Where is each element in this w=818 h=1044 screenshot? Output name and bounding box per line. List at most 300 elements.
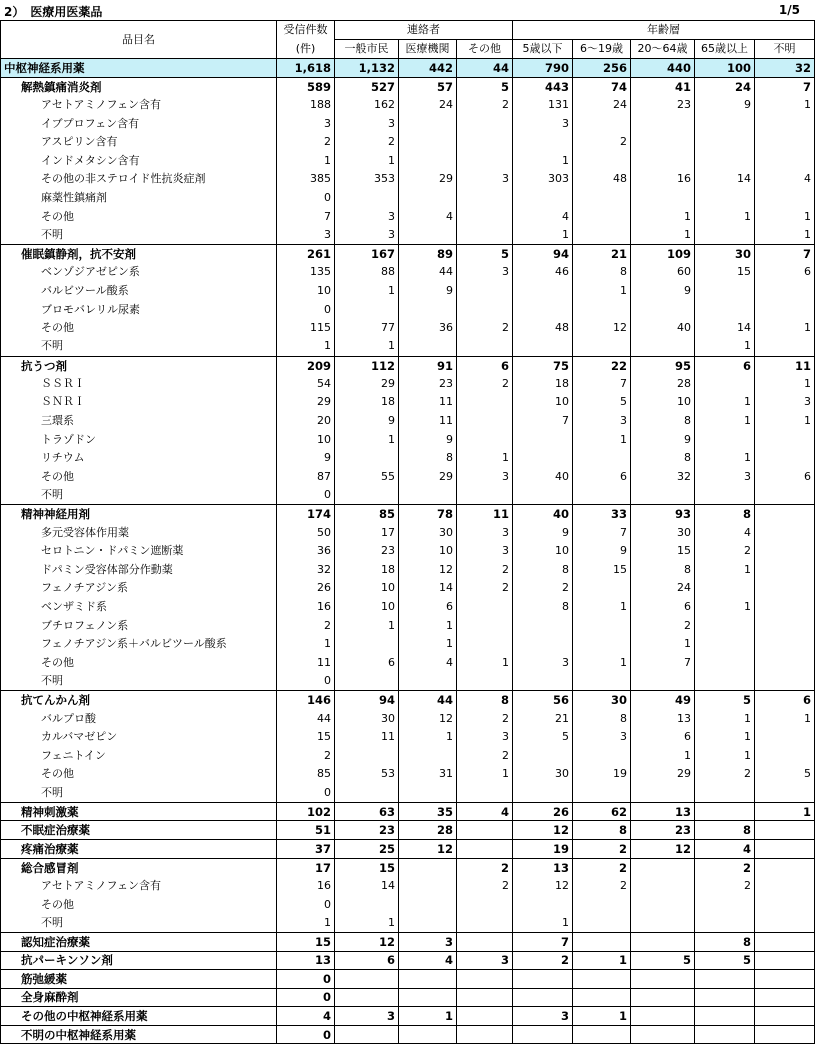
table-row bbox=[1, 263, 815, 282]
row-value-cell bbox=[457, 300, 513, 319]
row-value-cell: 5 bbox=[457, 77, 513, 96]
row-value-cell: 13 bbox=[631, 802, 695, 821]
row-value-cell: 21 bbox=[573, 244, 631, 263]
row-value-cell: 1 bbox=[755, 319, 815, 338]
row-value-cell: 9 bbox=[399, 430, 457, 449]
row-value-cell: 7 bbox=[631, 654, 695, 673]
row-value-cell: 12 bbox=[335, 932, 399, 951]
row-value-cell: 9 bbox=[335, 412, 399, 431]
row-value-cell: 353 bbox=[335, 170, 399, 189]
row-value-cell: 10 bbox=[631, 393, 695, 412]
row-value-cell: 1 bbox=[695, 598, 755, 617]
header-age-group: 年齢層 bbox=[513, 21, 815, 40]
row-item-name: 不明 bbox=[1, 672, 277, 691]
row-value-cell bbox=[755, 300, 815, 319]
table-row bbox=[1, 802, 815, 821]
row-value-cell bbox=[457, 393, 513, 412]
header-age-col: 6～19歳 bbox=[573, 40, 631, 59]
row-value-cell: 12 bbox=[631, 839, 695, 858]
row-value-cell bbox=[399, 300, 457, 319]
table-row bbox=[1, 505, 815, 524]
row-item-name: ドパミン受容体部分作動薬 bbox=[1, 561, 277, 580]
row-value-cell bbox=[399, 914, 457, 933]
row-value-cell: 10 bbox=[513, 393, 573, 412]
row-value-cell: 6 bbox=[573, 468, 631, 487]
row-value-cell: 112 bbox=[335, 356, 399, 375]
row-value-cell bbox=[573, 746, 631, 765]
row-value-cell bbox=[631, 337, 695, 356]
row-value-cell: 18 bbox=[335, 561, 399, 580]
row-value-cell bbox=[457, 635, 513, 654]
row-value-cell bbox=[631, 932, 695, 951]
row-item-name: バルプロ酸 bbox=[1, 709, 277, 728]
row-value-cell: 6 bbox=[335, 654, 399, 673]
row-value-cell bbox=[399, 151, 457, 170]
row-value-cell bbox=[695, 375, 755, 394]
row-value-cell bbox=[573, 914, 631, 933]
row-value-cell bbox=[513, 1025, 573, 1044]
row-value-cell bbox=[513, 486, 573, 505]
row-value-cell bbox=[399, 970, 457, 989]
row-value-cell: 6 bbox=[755, 691, 815, 710]
row-value-cell: 51 bbox=[277, 821, 335, 840]
row-value-cell bbox=[513, 672, 573, 691]
row-value-cell: 93 bbox=[631, 505, 695, 524]
row-value-cell: 2 bbox=[695, 858, 755, 877]
row-value-cell: 1 bbox=[457, 765, 513, 784]
row-value-cell bbox=[399, 784, 457, 803]
row-value-cell: 16 bbox=[277, 877, 335, 896]
row-value-cell bbox=[513, 430, 573, 449]
row-value-cell: 30 bbox=[335, 709, 399, 728]
table-row bbox=[1, 654, 815, 673]
row-value-cell: 1 bbox=[695, 393, 755, 412]
table-row bbox=[1, 598, 815, 617]
row-value-cell: 26 bbox=[513, 802, 573, 821]
row-value-cell: 5 bbox=[755, 765, 815, 784]
row-value-cell: 1 bbox=[631, 635, 695, 654]
row-value-cell bbox=[695, 486, 755, 505]
row-value-cell: 2 bbox=[277, 616, 335, 635]
row-value-cell: 3 bbox=[335, 1007, 399, 1026]
table-row bbox=[1, 486, 815, 505]
row-item-name: 多元受容体作用薬 bbox=[1, 523, 277, 542]
row-value-cell: 7 bbox=[277, 207, 335, 226]
row-value-cell bbox=[335, 672, 399, 691]
row-value-cell: 44 bbox=[399, 691, 457, 710]
row-value-cell: 1 bbox=[573, 654, 631, 673]
row-value-cell: 1 bbox=[277, 337, 335, 356]
row-value-cell: 0 bbox=[277, 970, 335, 989]
row-value-cell: 30 bbox=[573, 691, 631, 710]
row-value-cell: 15 bbox=[631, 542, 695, 561]
row-value-cell bbox=[457, 486, 513, 505]
row-value-cell: 21 bbox=[513, 709, 573, 728]
row-value-cell: 4 bbox=[695, 839, 755, 858]
row-value-cell bbox=[631, 970, 695, 989]
table-row bbox=[1, 449, 815, 468]
page-header bbox=[0, 2, 818, 18]
row-value-cell: 6 bbox=[631, 598, 695, 617]
row-item-name: カルバマゼピン bbox=[1, 728, 277, 747]
row-value-cell: 29 bbox=[631, 765, 695, 784]
row-value-cell bbox=[513, 784, 573, 803]
row-value-cell: 1 bbox=[399, 616, 457, 635]
row-value-cell: 10 bbox=[277, 282, 335, 301]
row-value-cell bbox=[755, 523, 815, 542]
row-value-cell: 1 bbox=[695, 449, 755, 468]
row-value-cell: 188 bbox=[277, 96, 335, 115]
row-value-cell bbox=[457, 430, 513, 449]
row-value-cell: 3 bbox=[457, 263, 513, 282]
row-value-cell: 49 bbox=[631, 691, 695, 710]
row-value-cell: 36 bbox=[277, 542, 335, 561]
row-value-cell: 8 bbox=[631, 561, 695, 580]
row-item-name: 精神刺激薬 bbox=[1, 802, 277, 821]
row-value-cell: 23 bbox=[335, 542, 399, 561]
row-value-cell: 8 bbox=[695, 932, 755, 951]
table-row bbox=[1, 616, 815, 635]
row-value-cell: 32 bbox=[277, 561, 335, 580]
row-value-cell: 4 bbox=[399, 951, 457, 970]
row-value-cell bbox=[513, 970, 573, 989]
row-value-cell bbox=[573, 784, 631, 803]
row-value-cell: 440 bbox=[631, 59, 695, 78]
row-value-cell: 2 bbox=[695, 765, 755, 784]
table-row bbox=[1, 691, 815, 710]
row-value-cell bbox=[631, 151, 695, 170]
row-value-cell: 89 bbox=[399, 244, 457, 263]
table-row bbox=[1, 895, 815, 914]
row-value-cell: 3 bbox=[513, 654, 573, 673]
row-value-cell: 2 bbox=[457, 858, 513, 877]
row-value-cell bbox=[513, 282, 573, 301]
row-value-cell: 0 bbox=[277, 300, 335, 319]
row-value-cell bbox=[335, 970, 399, 989]
row-value-cell bbox=[513, 337, 573, 356]
row-value-cell: 54 bbox=[277, 375, 335, 394]
row-value-cell: 115 bbox=[277, 319, 335, 338]
row-value-cell: 10 bbox=[277, 430, 335, 449]
row-value-cell: 1 bbox=[755, 226, 815, 245]
row-value-cell: 1 bbox=[755, 96, 815, 115]
row-value-cell: 3 bbox=[457, 523, 513, 542]
row-value-cell bbox=[755, 449, 815, 468]
row-value-cell bbox=[513, 988, 573, 1007]
row-value-cell bbox=[399, 858, 457, 877]
row-value-cell: 77 bbox=[335, 319, 399, 338]
row-value-cell: 40 bbox=[513, 505, 573, 524]
table-row bbox=[1, 337, 815, 356]
row-value-cell: 19 bbox=[513, 839, 573, 858]
header-count: 受信件数 bbox=[277, 21, 335, 40]
row-value-cell: 19 bbox=[573, 765, 631, 784]
row-value-cell: 303 bbox=[513, 170, 573, 189]
row-item-name: ＳＳＲＩ bbox=[1, 375, 277, 394]
row-value-cell: 1 bbox=[335, 151, 399, 170]
row-value-cell: 6 bbox=[755, 263, 815, 282]
row-value-cell: 4 bbox=[399, 207, 457, 226]
row-value-cell: 40 bbox=[631, 319, 695, 338]
row-value-cell bbox=[695, 914, 755, 933]
header-age-col: 20～64歳 bbox=[631, 40, 695, 59]
row-item-name: フェノチアジン系＋バルビツール酸系 bbox=[1, 635, 277, 654]
row-value-cell: 1 bbox=[695, 412, 755, 431]
row-value-cell: 24 bbox=[399, 96, 457, 115]
row-value-cell: 56 bbox=[513, 691, 573, 710]
row-value-cell: 1 bbox=[573, 430, 631, 449]
row-value-cell bbox=[457, 114, 513, 133]
row-value-cell bbox=[755, 654, 815, 673]
row-value-cell: 3 bbox=[457, 542, 513, 561]
row-value-cell bbox=[631, 189, 695, 208]
row-value-cell: 385 bbox=[277, 170, 335, 189]
row-value-cell bbox=[631, 858, 695, 877]
header-count-unit: (件) bbox=[277, 40, 335, 59]
row-value-cell: 10 bbox=[399, 542, 457, 561]
header-contact-col: その他 bbox=[457, 40, 513, 59]
row-value-cell: 1 bbox=[695, 337, 755, 356]
row-value-cell bbox=[695, 616, 755, 635]
row-value-cell bbox=[335, 784, 399, 803]
row-item-name: 総合感冒剤 bbox=[1, 858, 277, 877]
row-value-cell: 29 bbox=[277, 393, 335, 412]
row-value-cell bbox=[399, 877, 457, 896]
row-value-cell: 109 bbox=[631, 244, 695, 263]
row-value-cell: 17 bbox=[277, 858, 335, 877]
table-row bbox=[1, 96, 815, 115]
row-value-cell bbox=[399, 337, 457, 356]
row-value-cell bbox=[457, 1007, 513, 1026]
row-value-cell: 5 bbox=[573, 393, 631, 412]
row-value-cell: 57 bbox=[399, 77, 457, 96]
row-value-cell bbox=[573, 207, 631, 226]
row-value-cell: 8 bbox=[695, 821, 755, 840]
row-value-cell: 29 bbox=[335, 375, 399, 394]
row-value-cell: 1 bbox=[573, 282, 631, 301]
row-value-cell: 0 bbox=[277, 672, 335, 691]
row-value-cell bbox=[573, 189, 631, 208]
row-value-cell: 256 bbox=[573, 59, 631, 78]
row-value-cell: 5 bbox=[695, 951, 755, 970]
row-item-name: 抗うつ剤 bbox=[1, 356, 277, 375]
row-item-name: 抗パーキンソン剤 bbox=[1, 951, 277, 970]
row-value-cell: 4 bbox=[457, 802, 513, 821]
row-value-cell: 23 bbox=[335, 821, 399, 840]
section-title: 2） 医療用医薬品 bbox=[4, 5, 103, 19]
row-value-cell bbox=[755, 542, 815, 561]
row-value-cell bbox=[513, 300, 573, 319]
row-value-cell: 2 bbox=[335, 133, 399, 152]
row-value-cell bbox=[755, 430, 815, 449]
row-value-cell bbox=[573, 988, 631, 1007]
row-value-cell: 4 bbox=[513, 207, 573, 226]
row-value-cell: 3 bbox=[457, 170, 513, 189]
table-row bbox=[1, 207, 815, 226]
row-value-cell: 7 bbox=[755, 77, 815, 96]
row-value-cell: 18 bbox=[513, 375, 573, 394]
row-value-cell: 4 bbox=[277, 1007, 335, 1026]
row-value-cell bbox=[573, 1025, 631, 1044]
row-value-cell: 8 bbox=[513, 598, 573, 617]
table-row bbox=[1, 468, 815, 487]
row-value-cell: 8 bbox=[513, 561, 573, 580]
row-value-cell bbox=[573, 337, 631, 356]
row-value-cell: 95 bbox=[631, 356, 695, 375]
row-value-cell bbox=[631, 1007, 695, 1026]
row-value-cell: 11 bbox=[335, 728, 399, 747]
row-value-cell bbox=[573, 895, 631, 914]
row-value-cell bbox=[755, 151, 815, 170]
row-value-cell bbox=[457, 784, 513, 803]
row-value-cell: 10 bbox=[513, 542, 573, 561]
table-row bbox=[1, 133, 815, 152]
row-value-cell: 1 bbox=[695, 728, 755, 747]
header-contact-group: 連絡者 bbox=[335, 21, 513, 40]
row-value-cell: 1 bbox=[573, 598, 631, 617]
row-value-cell: 174 bbox=[277, 505, 335, 524]
row-value-cell bbox=[513, 746, 573, 765]
row-value-cell bbox=[457, 988, 513, 1007]
row-value-cell bbox=[695, 802, 755, 821]
row-value-cell bbox=[457, 598, 513, 617]
row-value-cell bbox=[573, 635, 631, 654]
row-item-name: イブプロフェン含有 bbox=[1, 114, 277, 133]
row-value-cell bbox=[755, 598, 815, 617]
row-value-cell: 44 bbox=[277, 709, 335, 728]
row-value-cell: 29 bbox=[399, 468, 457, 487]
row-value-cell: 30 bbox=[399, 523, 457, 542]
row-value-cell: 1 bbox=[573, 1007, 631, 1026]
row-value-cell: 30 bbox=[631, 523, 695, 542]
table-row bbox=[1, 932, 815, 951]
row-value-cell bbox=[573, 114, 631, 133]
row-item-name: 不明 bbox=[1, 486, 277, 505]
row-value-cell bbox=[695, 430, 755, 449]
row-value-cell bbox=[573, 970, 631, 989]
row-value-cell bbox=[631, 914, 695, 933]
row-item-name: 解熱鎮痛消炎剤 bbox=[1, 77, 277, 96]
row-item-name: その他 bbox=[1, 765, 277, 784]
row-value-cell bbox=[457, 1025, 513, 1044]
row-item-name: ブロモバレリル尿素 bbox=[1, 300, 277, 319]
row-value-cell: 135 bbox=[277, 263, 335, 282]
row-value-cell bbox=[631, 114, 695, 133]
row-value-cell bbox=[755, 877, 815, 896]
row-value-cell bbox=[755, 579, 815, 598]
table-row bbox=[1, 393, 815, 412]
row-value-cell bbox=[631, 133, 695, 152]
row-value-cell bbox=[631, 895, 695, 914]
row-value-cell bbox=[399, 672, 457, 691]
row-value-cell: 1 bbox=[335, 430, 399, 449]
row-value-cell: 32 bbox=[631, 468, 695, 487]
row-value-cell: 94 bbox=[513, 244, 573, 263]
row-value-cell: 0 bbox=[277, 486, 335, 505]
row-value-cell bbox=[335, 635, 399, 654]
row-item-name: 不明 bbox=[1, 914, 277, 933]
row-value-cell: 78 bbox=[399, 505, 457, 524]
row-item-name: インドメタシン含有 bbox=[1, 151, 277, 170]
row-value-cell bbox=[631, 784, 695, 803]
row-item-name: その他の非ステロイド性抗炎症剤 bbox=[1, 170, 277, 189]
row-value-cell: 1 bbox=[399, 1007, 457, 1026]
row-value-cell: 2 bbox=[457, 96, 513, 115]
row-value-cell: 3 bbox=[513, 1007, 573, 1026]
row-value-cell: 8 bbox=[573, 821, 631, 840]
row-value-cell: 1,132 bbox=[335, 59, 399, 78]
row-item-name: ベンザミド系 bbox=[1, 598, 277, 617]
row-value-cell: 3 bbox=[513, 114, 573, 133]
row-value-cell: 2 bbox=[573, 133, 631, 152]
row-value-cell bbox=[457, 189, 513, 208]
table-row bbox=[1, 839, 815, 858]
row-value-cell: 62 bbox=[573, 802, 631, 821]
row-value-cell: 6 bbox=[335, 951, 399, 970]
table-row bbox=[1, 59, 815, 78]
row-value-cell: 3 bbox=[573, 412, 631, 431]
row-value-cell: 6 bbox=[399, 598, 457, 617]
header-age-col: 5歳以下 bbox=[513, 40, 573, 59]
row-value-cell: 1 bbox=[755, 412, 815, 431]
header-age-col: 不明 bbox=[755, 40, 815, 59]
row-value-cell: 35 bbox=[399, 802, 457, 821]
table-row bbox=[1, 877, 815, 896]
row-value-cell: 30 bbox=[695, 244, 755, 263]
row-value-cell: 9 bbox=[573, 542, 631, 561]
row-item-name: ＳＮＲＩ bbox=[1, 393, 277, 412]
row-value-cell: 8 bbox=[573, 709, 631, 728]
table-row bbox=[1, 951, 815, 970]
row-item-name: その他の中枢神経系用薬 bbox=[1, 1007, 277, 1026]
table-row bbox=[1, 784, 815, 803]
row-value-cell: 2 bbox=[277, 133, 335, 152]
row-item-name: フェノチアジン系 bbox=[1, 579, 277, 598]
row-value-cell bbox=[631, 988, 695, 1007]
row-item-name: 認知症治療薬 bbox=[1, 932, 277, 951]
row-value-cell bbox=[457, 616, 513, 635]
page-number: 1/5 bbox=[778, 3, 800, 17]
row-value-cell: 13 bbox=[513, 858, 573, 877]
row-value-cell: 11 bbox=[755, 356, 815, 375]
row-value-cell: 6 bbox=[631, 728, 695, 747]
row-value-cell: 15 bbox=[573, 561, 631, 580]
row-item-name: 不明 bbox=[1, 784, 277, 803]
row-value-cell bbox=[695, 895, 755, 914]
table-row bbox=[1, 319, 815, 338]
row-value-cell bbox=[755, 1007, 815, 1026]
row-value-cell: 2 bbox=[277, 746, 335, 765]
table-row bbox=[1, 858, 815, 877]
row-value-cell: 10 bbox=[335, 598, 399, 617]
row-value-cell bbox=[755, 914, 815, 933]
row-item-name: 全身麻酔剤 bbox=[1, 988, 277, 1007]
row-value-cell: 31 bbox=[399, 765, 457, 784]
header-item-name: 品目名 bbox=[1, 21, 277, 59]
table-row bbox=[1, 356, 815, 375]
row-value-cell: 28 bbox=[631, 375, 695, 394]
row-value-cell: 22 bbox=[573, 356, 631, 375]
row-value-cell bbox=[573, 151, 631, 170]
row-value-cell bbox=[513, 133, 573, 152]
row-value-cell: 2 bbox=[573, 877, 631, 896]
row-value-cell: 1 bbox=[277, 914, 335, 933]
row-value-cell: 15 bbox=[277, 728, 335, 747]
row-value-cell: 5 bbox=[513, 728, 573, 747]
row-value-cell: 1 bbox=[755, 709, 815, 728]
table-row bbox=[1, 821, 815, 840]
row-item-name: 麻薬性鎮痛剤 bbox=[1, 189, 277, 208]
